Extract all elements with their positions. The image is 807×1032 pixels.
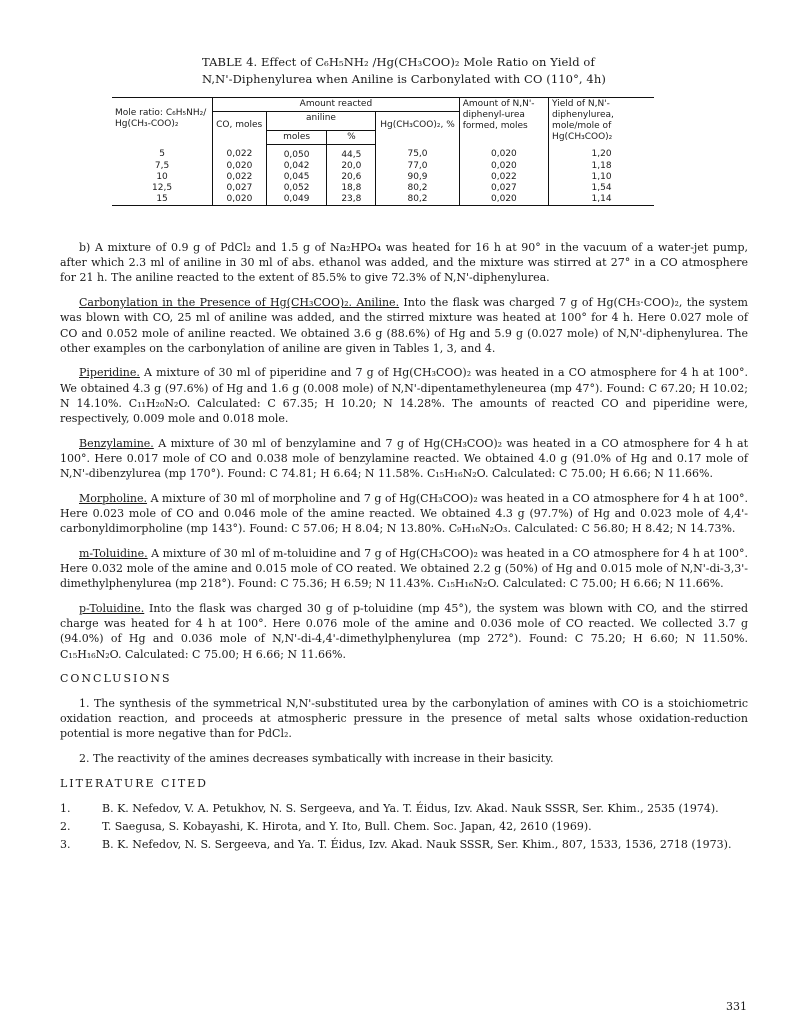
paragraph-benzylamine	[60, 436, 748, 482]
page-number: 331	[726, 1000, 747, 1013]
header-amount-formed: Amount of N,N'-diphenyl-urea formed, moles	[459, 98, 548, 145]
conclusions-heading: CONCLUSIONS	[60, 672, 172, 686]
cell-ratio: 5	[159, 149, 165, 159]
conclusion-item: 2. The reactivity of the amines decreases symbatically with increase in their basicity.	[79, 752, 554, 766]
cell-ratio: 7,5	[154, 160, 170, 171]
header-percent: %	[327, 130, 376, 144]
cell-co: 0,022	[213, 172, 267, 183]
header-hg-percent: Hg(CH₃COO)₂, %	[376, 112, 459, 145]
paragraph-hg-aniline	[60, 295, 748, 356]
reference-item	[60, 801, 748, 816]
reference-text: T. Saegusa, S. Kobayashi, K. Hirota, and Y. Ito, Bull. Chem. Soc. Japan, 42, 2610 (1969).	[102, 819, 592, 833]
cell-aniline-moles: 0,052	[266, 183, 327, 194]
paragraph-piperidine	[60, 365, 748, 426]
cell-yield: 1,54	[549, 183, 654, 194]
reference-number: 3.	[60, 838, 71, 851]
table-row	[112, 183, 654, 194]
section-title-hg-aniline: Carbonylation in the Presence of Hg(CH₃COO)₂. Aniline.	[79, 296, 400, 310]
cell-hg-percent: 75,0	[376, 144, 459, 161]
cell-urea-formed: 0,020	[459, 144, 548, 161]
article-body	[60, 240, 748, 855]
cell-aniline-percent: 18,8	[327, 183, 376, 194]
cell-aniline-moles: 0,042	[266, 161, 327, 172]
cell-aniline-moles: 0,045	[266, 172, 327, 183]
section-body-m-toluidine: A mixture of 30 ml of m-toluidine and 7 g of Hg(CH₃COO)₂ was heated in a CO atmosphere for 4 h at 100°. Here 0.032 mole of the amine and 0.015 mole of CO reated. We obtained 2.2 g (50%) of Hg and 0.015 mole of N,N'-di-3,3'-dimethylphenylurea (mp 218°). Found: C 75.36; H 6.59; N 11.43%. C₁₅H₁₆N₂O. Calculated: C 75.00; H 6.66; N 11.66%.	[60, 546, 748, 591]
cell-co: 0,027	[213, 183, 267, 194]
section-body-p-toluidine: Into the flask was charged 30 g of p-toluidine (mp 45°), the system was blown with CO, and the stirred charge was heated for 4 h at 100°. Here 0.076 mole of the amine and 0.036 mole of CO reacted. We collected 3.7 g (94.0%) of Hg and 0.036 mole of N,N'-di-4,4'-dimethylphenylurea (mp 272°). Found: C 75.20; H 6.60; N 11.50%. C₁₅H₁₆N₂O. Calculated: C 75.00; H 6.66; N 11.66%.	[60, 602, 748, 661]
cell-hg-percent: 80,2	[376, 183, 459, 194]
literature-heading: LITERATURE CITED	[60, 776, 209, 790]
section-title-morpholine: Morpholine.	[79, 491, 148, 505]
cell-co: 0,020	[213, 194, 267, 206]
header-moles: moles	[266, 130, 327, 144]
cell-aniline-percent: 20,6	[327, 172, 376, 183]
section-body-benzylamine: A mixture of 30 ml of benzylamine and 7 g of Hg(CH₃COO)₂ was heated in a CO atmosphere for 4 h at 100°. Here 0.017 mole of CO and 0.038 mole of benzylamine reacted. We obtained 4.0 g (91.0% of Hg and 0.17 mole of N,N'-dibenzylurea (mp 170°). Found: C 74.81; H 6.64; N 11.58%. C₁₅H₁₆N₂O. Calculated: C 75.00; H 6.66; N 11.66%.	[60, 436, 748, 481]
cell-co: 0,022	[213, 144, 267, 161]
cell-ratio: 15	[112, 194, 213, 206]
cell-urea-formed: 0,020	[459, 161, 548, 172]
header-aniline: aniline	[266, 112, 376, 131]
table-caption-line-2: N,N'-Diphenylurea when Aniline is Carbonylated with CO (110°, 4h)	[202, 72, 606, 86]
reference-number: 2.	[60, 819, 71, 833]
reference-item	[60, 819, 748, 834]
section-title-piperidine: Piperidine.	[79, 366, 140, 380]
section-body-morpholine: A mixture of 30 ml of morpholine and 7 g of Hg(CH₃COO)₂ was heated in a CO atmosphere for 4 h at 100°. Here 0.023 mole of CO and 0.046 mole of the amine reacted. We obtained 4.3 g (97.7%) of Hg and 0.023 mole of 4,4'-carbonyldimorpholine (mp 143°). Found: C 57.06; H 8.04; N 13.80%. C₉H₁₆N₂O₃. Calculated: C 56.80; H 8.42; N 14.73%.	[60, 491, 748, 536]
cell-yield: 1,10	[549, 172, 654, 183]
table-caption	[202, 54, 632, 88]
cell-aniline-moles: 0,049	[266, 194, 327, 206]
paragraph-b: b) A mixture of 0.9 g of PdCl₂ and 1.5 g of Na₂HPO₄ was heated for 16 h at 90° in the vacuum of a water-jet pump, after which 2.3 ml of aniline in 30 ml of abs. ethanol was added, and the mixture was stirred at 27° in a CO atmosphere for 21 h. The aniline reacted to the extent of 85.5% to give 72.3% of N,N'-diphenylurea.	[60, 241, 748, 285]
table-row	[112, 172, 654, 183]
cell-ratio: 12,5	[152, 182, 173, 193]
cell-urea-formed: 0,022	[459, 172, 548, 183]
cell-aniline-percent: 20,0	[327, 161, 376, 172]
table-row	[112, 161, 654, 172]
paragraph-m-toluidine	[60, 546, 748, 592]
section-title-benzylamine: Benzylamine.	[79, 436, 154, 450]
reference-number: 1.	[60, 801, 71, 815]
header-mole-ratio: Mole ratio: C₆H₅NH₂/ Hg(CH₃-COO)₂	[112, 98, 213, 145]
reference-text: B. K. Nefedov, N. S. Sergeeva, and Ya. T. Éidus, Izv. Akad. Nauk SSSR, Ser. Khim., 807, 1533, 1536, 2718 (1973).	[102, 838, 732, 851]
header-co-moles: CO, moles	[213, 112, 267, 145]
table-row	[112, 194, 654, 206]
cell-ratio: 10	[156, 171, 168, 182]
cell-aniline-percent: 44,5	[327, 144, 376, 161]
cell-urea-formed: 0,027	[459, 183, 548, 194]
paragraph-morpholine	[60, 491, 748, 537]
cell-co: 0,020	[213, 161, 267, 172]
reference-list	[60, 801, 748, 853]
reference-text: B. K. Nefedov, V. A. Petukhov, N. S. Sergeeva, and Ya. T. Éidus, Izv. Akad. Nauk SSSR, Ser. Khim., 2535 (1974).	[102, 801, 719, 815]
section-title-m-toluidine: m-Toluidine.	[79, 546, 148, 560]
cell-hg-percent: 90,9	[376, 172, 459, 183]
cell-hg-percent: 77,0	[376, 161, 459, 172]
cell-yield: 1,20	[549, 144, 654, 161]
cell-yield: 1,18	[549, 161, 654, 172]
cell-hg-percent: 80,2	[376, 194, 459, 206]
data-table	[112, 97, 654, 206]
cell-urea-formed: 0,020	[459, 194, 548, 206]
header-amount-reacted: Amount reacted	[213, 98, 460, 112]
cell-aniline-moles: 0,050	[266, 144, 327, 161]
section-body-hg-aniline: Into the flask was charged 7 g of Hg(CH₃·COO)₂, the system was blown with CO, 25 ml of aniline was added, and the stirred mixture was heated at 100° for 4 h. Here 0.027 mole of CO and 0.052 mole of aniline reacted. We obtained 3.6 g (88.6%) of Hg and 5.9 g (0.027 mole) of N,N'-diphenylurea. The other examples on the carbonylation of aniline are given in Tables 1, 3, and 4.	[60, 296, 748, 355]
table-row	[112, 144, 654, 161]
section-body-piperidine: A mixture of 30 ml of piperidine and 7 g of Hg(CH₃COO)₂ was heated in a CO atmosphere for 4 h at 100°. We obtained 4.3 g (97.6%) of Hg and 1.6 g (0.008 mole) of N,N'-dipentamethyleneurea (mp 47°). Found: C 67.20; H 10.02; N 14.10%. C₁₁H₂₀N₂O. Calculated: C 67.35; H 10.20; N 14.28%. The amounts of reacted CO and piperidine were, respectively, 0.009 mole and 0.018 mole.	[60, 366, 748, 426]
cell-aniline-percent: 23,8	[327, 194, 376, 206]
section-title-p-toluidine: p-Toluidine.	[79, 602, 145, 616]
table-caption-line-1: TABLE 4. Effect of C₆H₅NH₂ /Hg(CH₃COO)₂ Mole Ratio on Yield of	[202, 55, 595, 69]
reference-item	[60, 837, 748, 852]
paragraph-p-toluidine	[60, 601, 748, 662]
cell-yield: 1,14	[549, 194, 654, 206]
conclusion-item: 1. The synthesis of the symmetrical N,N'-substituted urea by the carbonylation of amines with CO is a stoichiometric oxidation reaction, and proceeds at atmospheric pressure in the presence of metal salts whose oxidation-reduction potential is more negative than for PdCl₂.	[60, 697, 748, 741]
header-yield: Yield of N,N'-diphenylurea, mole/mole of Hg(CH₃COO)₂	[549, 98, 654, 145]
